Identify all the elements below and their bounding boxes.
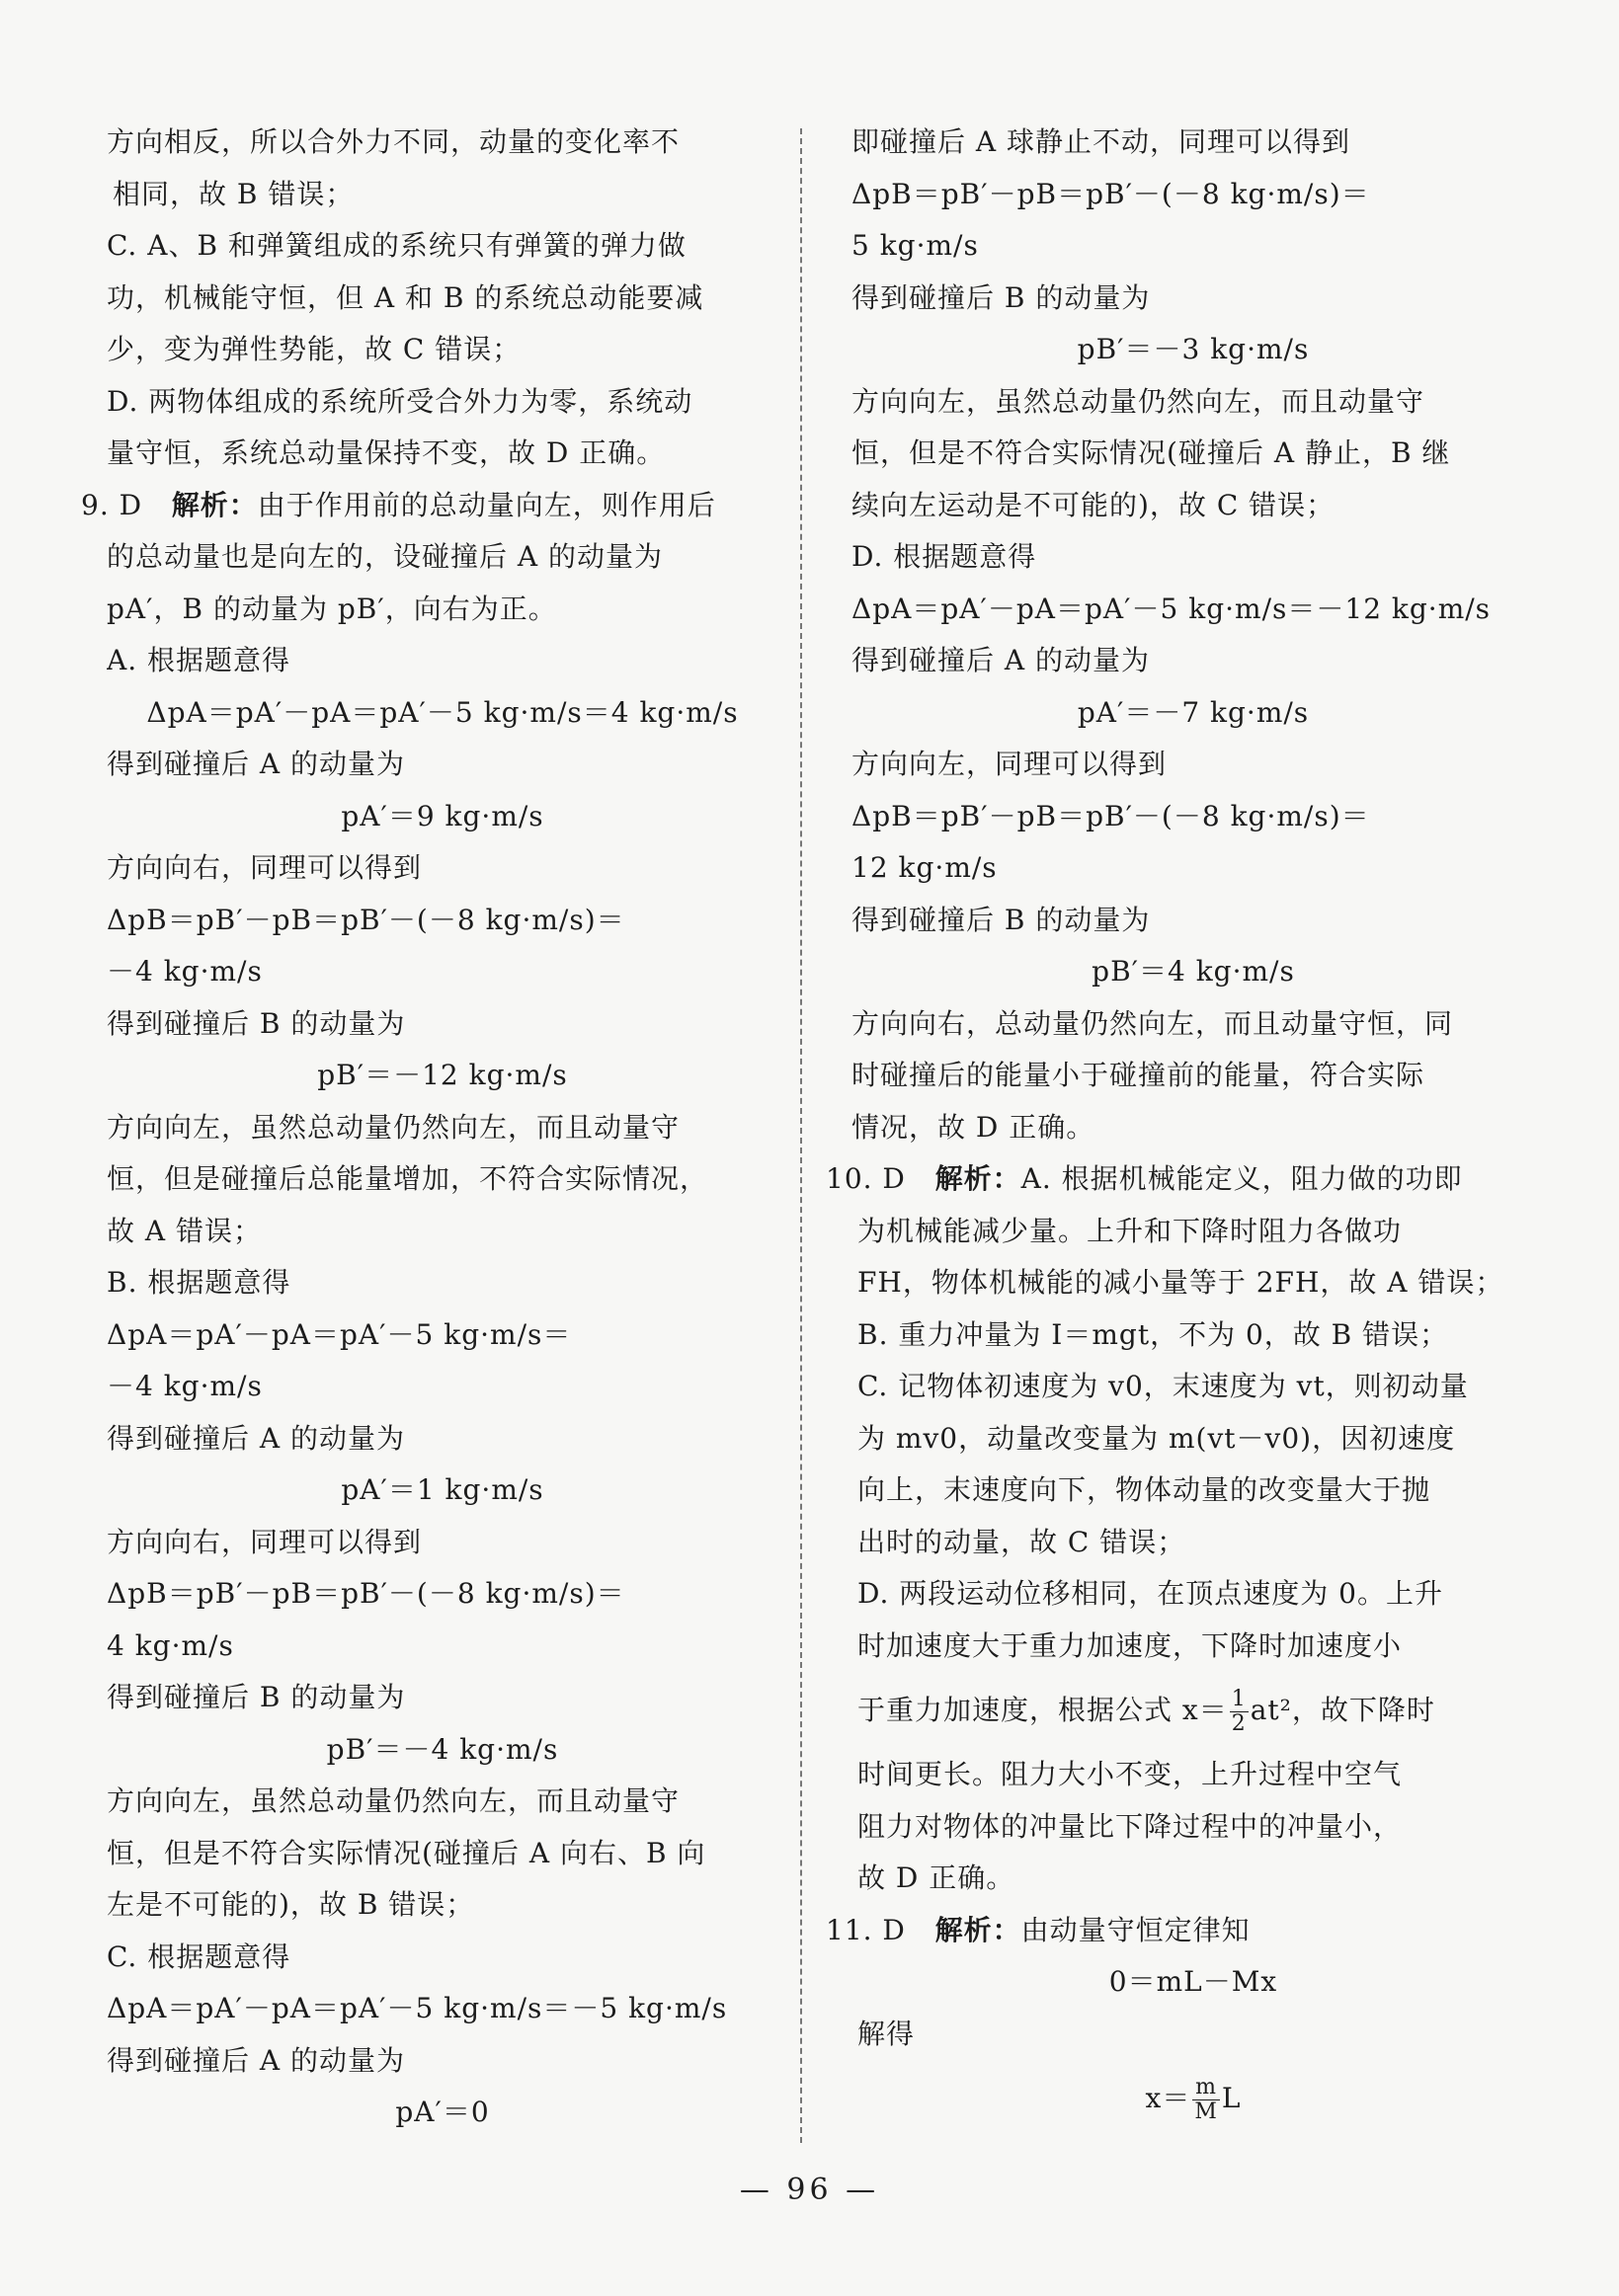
text-line: 恒，但是不符合实际情况(碰撞后 A 向右、B 向 <box>107 1836 706 1869</box>
text-line: 由于作用前的总动量向左，则作用后 <box>257 488 716 521</box>
left-column <box>81 117 778 2139</box>
text-line: C. A、B 和弹簧组成的系统只有弹簧的弹力做 <box>107 229 687 262</box>
item-11-heading <box>826 1905 1535 1957</box>
fraction-denominator: 2 <box>1231 1711 1247 1736</box>
text-line: 为机械能减少量。上升和下降时阻力各做功 <box>857 1214 1403 1247</box>
text-line: 量守恒，系统总动量保持不变，故 D 正确。 <box>107 436 666 469</box>
equation: ΔpA＝pA′－pA＝pA′－5 kg·m/s＝－12 kg·m/s <box>851 592 1492 625</box>
text-line: 方向向右，同理可以得到 <box>107 851 423 884</box>
item-11-number: 11. D <box>826 1913 906 1946</box>
item-10-heading <box>826 1153 1535 1206</box>
text-line: 左是不可能的)，故 B 错误； <box>107 1888 475 1921</box>
text-line: A. 根据题意得 <box>107 644 291 676</box>
text-line: D. 两物体组成的系统所受合外力为零，系统动 <box>107 384 693 418</box>
equation: pA′＝1 kg·m/s <box>341 1473 544 1506</box>
item-10-label: 解析： <box>934 1162 1021 1195</box>
text-line: 解得 <box>857 2017 916 2050</box>
item-9-label: 解析： <box>171 488 258 521</box>
equation: pB′＝－3 kg·m/s <box>1077 333 1310 365</box>
text-line: 得到碰撞后 A 的动量为 <box>851 644 1151 676</box>
equation: pA′＝－7 kg·m/s <box>1077 695 1310 729</box>
equation: pB′＝－12 kg·m/s <box>317 1059 568 1091</box>
formula-line <box>851 1672 1535 1749</box>
text-line: 得到碰撞后 A 的动量为 <box>107 748 406 780</box>
right-column <box>826 117 1535 2137</box>
fraction-numerator: 1 <box>1231 1687 1247 1711</box>
text-line: 得到碰撞后 B 的动量为 <box>107 1006 406 1040</box>
text-line: 方向相反，所以合外力不同，动量的变化率不 <box>107 125 681 158</box>
text-line: 少，变为弹性势能，故 C 错误； <box>107 333 522 365</box>
text-line: 时间更长。阻力大小不变，上升过程中空气 <box>857 1758 1403 1790</box>
text-segment: at²，故下降时 <box>1250 1694 1435 1726</box>
equation: 4 kg·m/s <box>107 1628 234 1662</box>
text-line: 方向向左，虽然总动量仍然向左，而且动量守 <box>107 1110 681 1144</box>
text-line: 相同，故 B 错误； <box>113 177 355 210</box>
equation: －4 kg·m/s <box>107 955 263 988</box>
text-line: A. 根据机械能定义，阻力做的功即 <box>1020 1162 1463 1195</box>
text-line: 方向向右，总动量仍然向左，而且动量守恒，同 <box>851 1006 1454 1040</box>
equation: ΔpB＝pB′－pB＝pB′－(－8 kg·m/s)＝ <box>107 1577 625 1610</box>
text-line: 故 A 错误； <box>107 1214 263 1247</box>
text-line: 的总动量也是向左的，设碰撞后 A 的动量为 <box>107 540 664 573</box>
text-line: 方向向左，虽然总动量仍然向左，而且动量守 <box>851 384 1425 418</box>
equation: pA′＝0 <box>395 2096 490 2128</box>
text-line: 得到碰撞后 B 的动量为 <box>107 1681 406 1713</box>
fraction-numerator: m <box>1192 2076 1220 2100</box>
text-line: 为 mv0，动量改变量为 m(vt－v0)，因初速度 <box>857 1421 1456 1455</box>
text-line: D. 两段运动位移相同，在顶点速度为 0。上升 <box>857 1577 1443 1610</box>
equation: pA′＝9 kg·m/s <box>341 799 544 832</box>
equation: pB′＝－4 kg·m/s <box>326 1732 559 1766</box>
text-line: 恒，但是碰撞后总能量增加，不符合实际情况， <box>107 1162 709 1195</box>
equation: －4 kg·m/s <box>107 1370 263 1402</box>
text-line: 方向向右，同理可以得到 <box>107 1525 423 1558</box>
text-line: 出时的动量，故 C 错误； <box>857 1525 1186 1558</box>
text-line: 功，机械能守恒，但 A 和 B 的系统总动能要减 <box>107 280 704 314</box>
item-10-number: 10. D <box>826 1162 906 1195</box>
text-line: 方向向左，虽然总动量仍然向左，而且动量守 <box>107 1784 681 1817</box>
text-line: 由动量守恒定律知 <box>1020 1913 1251 1946</box>
page-number: — 96 — <box>739 2173 880 2207</box>
fraction-half <box>1230 1688 1249 1736</box>
text-line: 续向左运动是不可能的)，故 C 错误； <box>851 488 1336 521</box>
text-line: 恒，但是不符合实际情况(碰撞后 A 静止，B 继 <box>851 436 1451 469</box>
equation: ΔpA＝pA′－pA＝pA′－5 kg·m/s＝－5 kg·m/s <box>107 1992 728 2024</box>
text-line: 方向向左，同理可以得到 <box>851 748 1168 780</box>
fraction-denominator: M <box>1194 2099 1218 2124</box>
text-line: D. 根据题意得 <box>851 540 1037 573</box>
equation: 5 kg·m/s <box>851 229 979 262</box>
item-9-number: 9. D <box>81 488 143 521</box>
text-line: C. 根据题意得 <box>107 1940 291 1973</box>
text-line: pA′，B 的动量为 pB′，向右为正。 <box>107 592 557 625</box>
text-line: 得到碰撞后 A 的动量为 <box>107 2043 406 2077</box>
text-line: 得到碰撞后 B 的动量为 <box>851 280 1151 314</box>
text-line: B. 重力冲量为 I＝mgt，不为 0，故 B 错误； <box>857 1317 1449 1351</box>
fraction-m-over-M <box>1192 2076 1220 2124</box>
equation: ΔpB＝pB′－pB＝pB′－(－8 kg·m/s)＝ <box>107 903 625 936</box>
equation: 12 kg·m/s <box>851 851 998 884</box>
text-line: 向上，末速度向下，物体动量的改变量大于抛 <box>857 1473 1431 1506</box>
equation: ΔpB＝pB′－pB＝pB′－(－8 kg·m/s)＝ <box>851 177 1370 210</box>
text-line: 时碰撞后的能量小于碰撞前的能量，符合实际 <box>851 1059 1425 1091</box>
text-line: FH，物体机械能的减小量等于 2FH，故 A 错误； <box>857 1266 1504 1299</box>
column-divider <box>800 128 802 2143</box>
text-segment: 于重力加速度，根据公式 x＝ <box>857 1694 1228 1726</box>
text-line: 情况，故 D 正确。 <box>851 1110 1095 1144</box>
text-line: 得到碰撞后 A 的动量为 <box>107 1421 406 1455</box>
text-line: 即碰撞后 A 球静止不动，同理可以得到 <box>851 125 1351 158</box>
equation: ΔpB＝pB′－pB＝pB′－(－8 kg·m/s)＝ <box>851 799 1370 832</box>
text-line: 故 D 正确。 <box>857 1861 1015 1894</box>
text-line: C. 记物体初速度为 v0，末速度为 vt，则初动量 <box>857 1370 1469 1402</box>
text-segment: x＝ <box>1145 2082 1191 2114</box>
formula-line <box>851 2060 1535 2137</box>
text-line: B. 根据题意得 <box>107 1266 291 1299</box>
equation: 0＝mL－Mx <box>1108 1965 1278 1998</box>
text-line: 得到碰撞后 B 的动量为 <box>851 903 1151 936</box>
text-line: 时加速度大于重力加速度，下降时加速度小 <box>857 1628 1403 1662</box>
item-9-heading <box>81 480 778 532</box>
item-11-label: 解析： <box>934 1913 1021 1946</box>
text-line: 阻力对物体的冲量比下降过程中的冲量小， <box>857 1809 1403 1843</box>
equation: ΔpA＝pA′－pA＝pA′－5 kg·m/s＝4 kg·m/s <box>146 695 739 729</box>
equation: ΔpA＝pA′－pA＝pA′－5 kg·m/s＝ <box>107 1317 572 1351</box>
text-segment: L <box>1221 2082 1242 2114</box>
equation: pB′＝4 kg·m/s <box>1092 955 1295 988</box>
